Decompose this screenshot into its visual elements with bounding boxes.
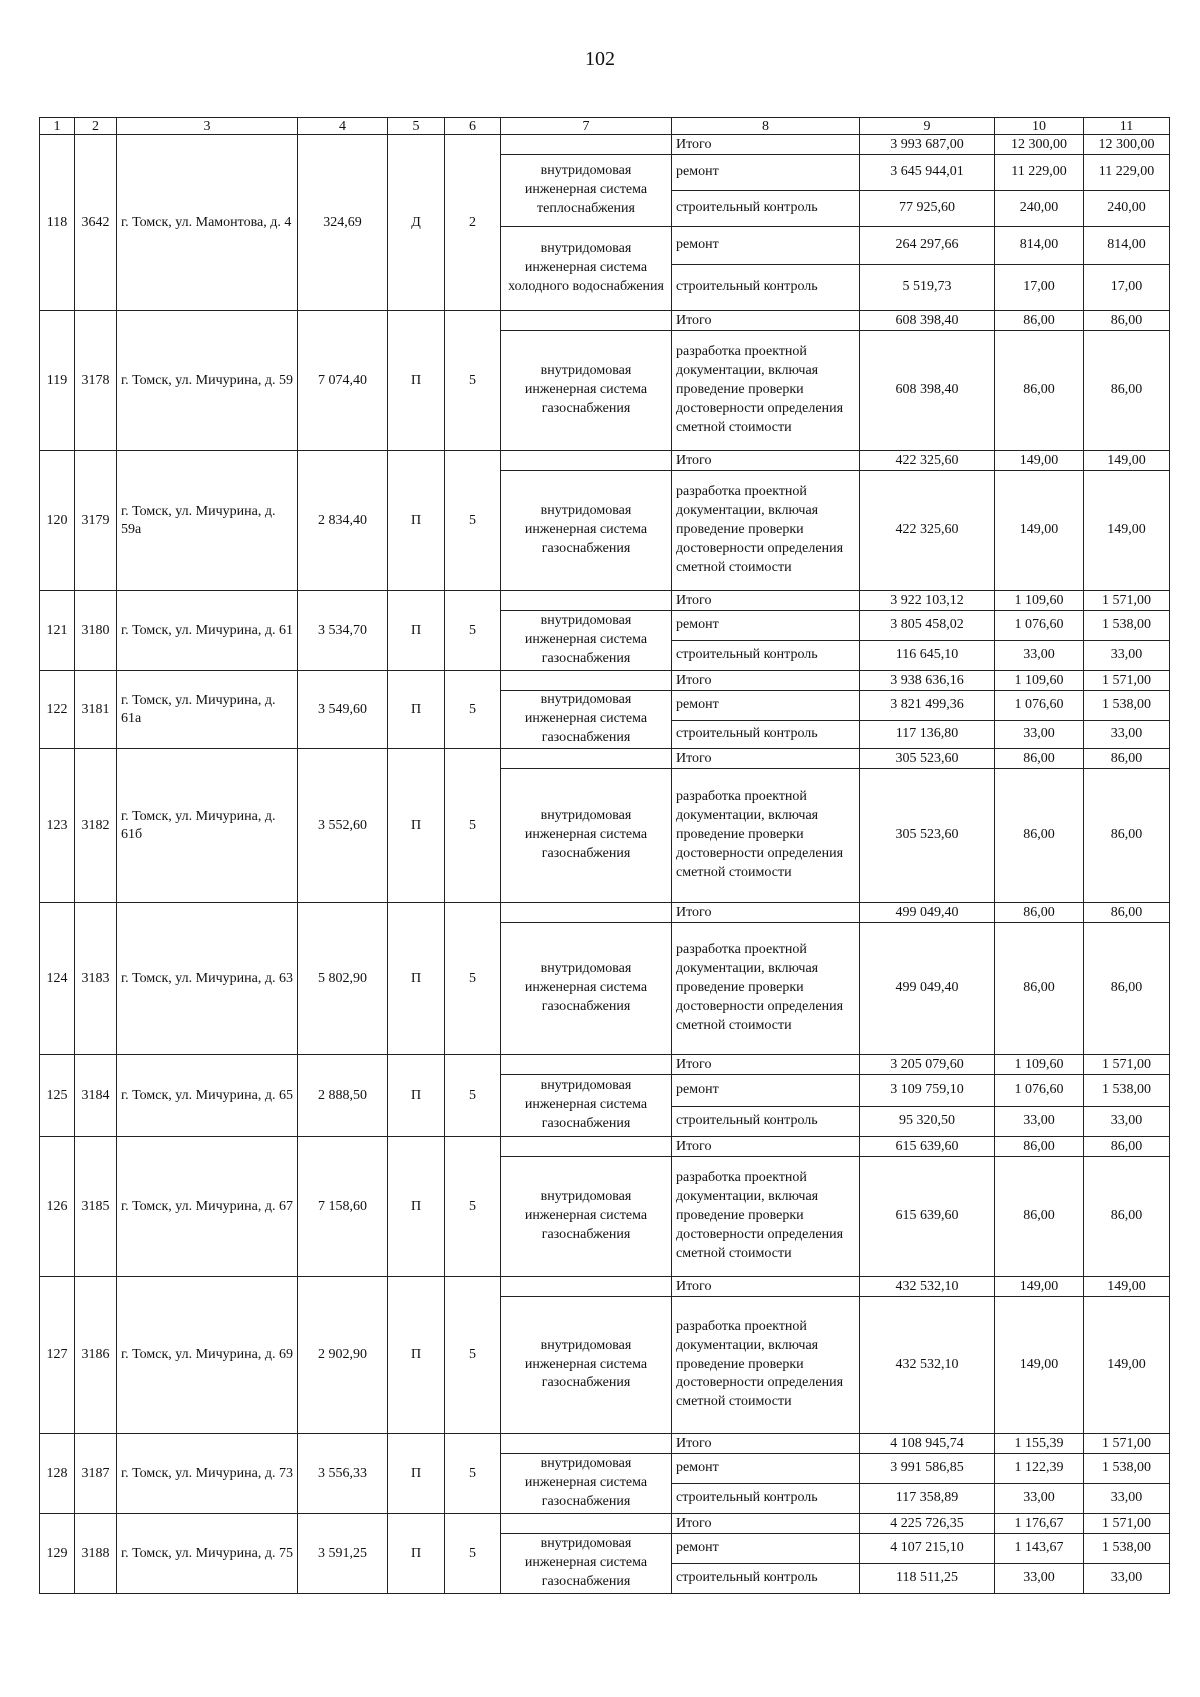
house-address: г. Томск, ул. Мичурина, д. 67 (117, 1137, 298, 1277)
house-address: г. Томск, ул. Мамонтова, д. 4 (117, 135, 298, 311)
work-cost: 305 523,60 (860, 769, 995, 903)
work-cost: 117 358,89 (860, 1484, 995, 1514)
work-cost: 615 639,60 (860, 1157, 995, 1277)
house-address: г. Томск, ул. Мичурина, д. 61б (117, 749, 298, 903)
house-address: г. Томск, ул. Мичурина, д. 61 (117, 591, 298, 671)
total-col-11: 1 571,00 (1084, 1434, 1170, 1454)
work-col-11: 17,00 (1084, 265, 1170, 311)
work-type: разработка проектной документации, включая проведение проверки достоверности определения сметной стоимости (672, 923, 860, 1055)
house-area: 3 534,70 (298, 591, 388, 671)
total-col-11: 86,00 (1084, 311, 1170, 331)
total-cost: 499 049,40 (860, 903, 995, 923)
work-col-10: 149,00 (995, 471, 1084, 591)
house-code: 3187 (75, 1434, 117, 1514)
work-col-11: 33,00 (1084, 641, 1170, 671)
total-col-10: 12 300,00 (995, 135, 1084, 155)
work-col-11: 86,00 (1084, 1157, 1170, 1277)
work-col-10: 814,00 (995, 227, 1084, 265)
engineering-system: внутридомовая инженерная система газоснабжения (501, 1534, 672, 1594)
house-type: П (388, 1277, 445, 1434)
work-col-10: 1 122,39 (995, 1454, 1084, 1484)
house-type: П (388, 1137, 445, 1277)
work-col-11: 1 538,00 (1084, 691, 1170, 721)
house-code: 3178 (75, 311, 117, 451)
house-code: 3180 (75, 591, 117, 671)
total-label: Итого (672, 1055, 860, 1075)
house-floors: 5 (445, 1137, 501, 1277)
work-col-10: 86,00 (995, 923, 1084, 1055)
work-cost: 118 511,25 (860, 1564, 995, 1594)
row-number: 124 (40, 903, 75, 1055)
house-floors: 5 (445, 451, 501, 591)
house-area: 7 158,60 (298, 1137, 388, 1277)
total-label: Итого (672, 1137, 860, 1157)
engineering-system: внутридомовая инженерная система газоснабжения (501, 1297, 672, 1434)
work-cost: 4 107 215,10 (860, 1534, 995, 1564)
house-type: П (388, 749, 445, 903)
column-number-row (40, 118, 1170, 135)
work-type: строительный контроль (672, 1484, 860, 1514)
work-type: строительный контроль (672, 641, 860, 671)
work-col-11: 149,00 (1084, 1297, 1170, 1434)
row-number: 126 (40, 1137, 75, 1277)
work-type: ремонт (672, 227, 860, 265)
house-address: г. Томск, ул. Мичурина, д. 73 (117, 1434, 298, 1514)
total-cost: 432 532,10 (860, 1277, 995, 1297)
total-col-11: 149,00 (1084, 1277, 1170, 1297)
table-row-total (40, 903, 1170, 923)
system-blank (501, 1434, 672, 1454)
work-col-11: 86,00 (1084, 331, 1170, 451)
house-address: г. Томск, ул. Мичурина, д. 63 (117, 903, 298, 1055)
row-number: 120 (40, 451, 75, 591)
work-col-11: 1 538,00 (1084, 1075, 1170, 1107)
house-floors: 5 (445, 749, 501, 903)
table-row-total (40, 451, 1170, 471)
work-col-10: 1 076,60 (995, 691, 1084, 721)
table-body (40, 118, 1170, 1594)
house-code: 3185 (75, 1137, 117, 1277)
engineering-system: внутридомовая инженерная система теплоснабжения (501, 155, 672, 227)
work-col-11: 1 538,00 (1084, 1454, 1170, 1484)
column-number: 1 (40, 118, 75, 135)
work-col-10: 33,00 (995, 641, 1084, 671)
house-area: 3 591,25 (298, 1514, 388, 1594)
table-row-total (40, 1434, 1170, 1454)
total-col-10: 149,00 (995, 1277, 1084, 1297)
work-col-10: 33,00 (995, 1564, 1084, 1594)
total-label: Итого (672, 311, 860, 331)
engineering-system: внутридомовая инженерная система газоснабжения (501, 1157, 672, 1277)
house-floors: 5 (445, 903, 501, 1055)
total-cost: 608 398,40 (860, 311, 995, 331)
table-row-total (40, 591, 1170, 611)
table-row-total (40, 749, 1170, 769)
work-col-11: 149,00 (1084, 471, 1170, 591)
work-col-11: 86,00 (1084, 769, 1170, 903)
work-type: разработка проектной документации, включая проведение проверки достоверности определения сметной стоимости (672, 1157, 860, 1277)
work-type: ремонт (672, 1454, 860, 1484)
column-number: 11 (1084, 118, 1170, 135)
row-number: 127 (40, 1277, 75, 1434)
row-number: 122 (40, 671, 75, 749)
house-floors: 5 (445, 1434, 501, 1514)
house-code: 3181 (75, 671, 117, 749)
system-blank (501, 135, 672, 155)
total-col-10: 1 176,67 (995, 1514, 1084, 1534)
work-col-10: 1 143,67 (995, 1534, 1084, 1564)
work-type: разработка проектной документации, включая проведение проверки достоверности определения сметной стоимости (672, 471, 860, 591)
engineering-system: внутридомовая инженерная система газоснабжения (501, 769, 672, 903)
work-cost: 117 136,80 (860, 721, 995, 749)
engineering-system: внутридомовая инженерная система газоснабжения (501, 471, 672, 591)
work-type: разработка проектной документации, включая проведение проверки достоверности определения сметной стоимости (672, 769, 860, 903)
system-blank (501, 1514, 672, 1534)
table-row-total (40, 1137, 1170, 1157)
work-col-11: 33,00 (1084, 1484, 1170, 1514)
house-type: Д (388, 135, 445, 311)
house-type: П (388, 1514, 445, 1594)
total-col-10: 1 109,60 (995, 1055, 1084, 1075)
house-floors: 2 (445, 135, 501, 311)
page-number: 102 (585, 48, 615, 70)
total-col-10: 149,00 (995, 451, 1084, 471)
house-code: 3182 (75, 749, 117, 903)
work-col-11: 240,00 (1084, 191, 1170, 227)
engineering-system: внутридомовая инженерная система газоснабжения (501, 923, 672, 1055)
house-floors: 5 (445, 591, 501, 671)
house-floors: 5 (445, 671, 501, 749)
table-row-total (40, 135, 1170, 155)
total-col-11: 1 571,00 (1084, 1055, 1170, 1075)
total-label: Итого (672, 1514, 860, 1534)
work-cost: 3 805 458,02 (860, 611, 995, 641)
engineering-system: внутридомовая инженерная система газоснабжения (501, 1075, 672, 1137)
total-label: Итого (672, 749, 860, 769)
work-cost: 432 532,10 (860, 1297, 995, 1434)
work-type: строительный контроль (672, 191, 860, 227)
house-address: г. Томск, ул. Мичурина, д. 59а (117, 451, 298, 591)
house-area: 3 549,60 (298, 671, 388, 749)
total-label: Итого (672, 903, 860, 923)
row-number: 118 (40, 135, 75, 311)
total-cost: 3 938 636,16 (860, 671, 995, 691)
house-floors: 5 (445, 1514, 501, 1594)
total-cost: 3 205 079,60 (860, 1055, 995, 1075)
house-code: 3183 (75, 903, 117, 1055)
house-area: 5 802,90 (298, 903, 388, 1055)
house-address: г. Томск, ул. Мичурина, д. 65 (117, 1055, 298, 1137)
work-cost: 5 519,73 (860, 265, 995, 311)
work-cost: 499 049,40 (860, 923, 995, 1055)
work-type: разработка проектной документации, включая проведение проверки достоверности определения сметной стоимости (672, 1297, 860, 1434)
total-cost: 3 993 687,00 (860, 135, 995, 155)
column-number: 9 (860, 118, 995, 135)
work-col-10: 11 229,00 (995, 155, 1084, 191)
engineering-system: внутридомовая инженерная система газоснабжения (501, 1454, 672, 1514)
work-col-11: 33,00 (1084, 1564, 1170, 1594)
system-blank (501, 1277, 672, 1297)
house-floors: 5 (445, 1277, 501, 1434)
work-col-10: 86,00 (995, 331, 1084, 451)
engineering-system: внутридомовая инженерная система газоснабжения (501, 691, 672, 749)
house-area: 2 888,50 (298, 1055, 388, 1137)
work-col-10: 240,00 (995, 191, 1084, 227)
total-cost: 4 225 726,35 (860, 1514, 995, 1534)
total-col-10: 86,00 (995, 749, 1084, 769)
row-number: 121 (40, 591, 75, 671)
house-address: г. Томск, ул. Мичурина, д. 75 (117, 1514, 298, 1594)
house-code: 3179 (75, 451, 117, 591)
house-type: П (388, 311, 445, 451)
house-area: 324,69 (298, 135, 388, 311)
total-label: Итого (672, 591, 860, 611)
house-floors: 5 (445, 311, 501, 451)
house-area: 7 074,40 (298, 311, 388, 451)
work-col-10: 1 076,60 (995, 1075, 1084, 1107)
system-blank (501, 1137, 672, 1157)
total-cost: 3 922 103,12 (860, 591, 995, 611)
house-type: П (388, 591, 445, 671)
total-cost: 422 325,60 (860, 451, 995, 471)
system-blank (501, 311, 672, 331)
column-number: 2 (75, 118, 117, 135)
total-col-11: 1 571,00 (1084, 1514, 1170, 1534)
work-cost: 77 925,60 (860, 191, 995, 227)
column-number: 6 (445, 118, 501, 135)
total-cost: 305 523,60 (860, 749, 995, 769)
work-col-10: 1 076,60 (995, 611, 1084, 641)
total-col-10: 1 109,60 (995, 671, 1084, 691)
total-col-10: 86,00 (995, 311, 1084, 331)
house-code: 3188 (75, 1514, 117, 1594)
house-address: г. Томск, ул. Мичурина, д. 69 (117, 1277, 298, 1434)
work-col-10: 33,00 (995, 1107, 1084, 1137)
column-number: 5 (388, 118, 445, 135)
work-cost: 422 325,60 (860, 471, 995, 591)
total-cost: 615 639,60 (860, 1137, 995, 1157)
house-code: 3186 (75, 1277, 117, 1434)
row-number: 129 (40, 1514, 75, 1594)
system-blank (501, 903, 672, 923)
column-number: 4 (298, 118, 388, 135)
table-row-total (40, 1055, 1170, 1075)
total-cost: 4 108 945,74 (860, 1434, 995, 1454)
total-col-11: 86,00 (1084, 1137, 1170, 1157)
work-cost: 3 645 944,01 (860, 155, 995, 191)
total-col-11: 12 300,00 (1084, 135, 1170, 155)
work-col-11: 1 538,00 (1084, 1534, 1170, 1564)
house-code: 3184 (75, 1055, 117, 1137)
work-cost: 95 320,50 (860, 1107, 995, 1137)
column-number: 7 (501, 118, 672, 135)
table-row-total (40, 671, 1170, 691)
work-col-10: 86,00 (995, 769, 1084, 903)
work-col-11: 33,00 (1084, 721, 1170, 749)
total-label: Итого (672, 451, 860, 471)
work-type: разработка проектной документации, включая проведение проверки достоверности определения сметной стоимости (672, 331, 860, 451)
total-col-11: 149,00 (1084, 451, 1170, 471)
total-col-11: 1 571,00 (1084, 591, 1170, 611)
house-area: 3 552,60 (298, 749, 388, 903)
total-col-10: 86,00 (995, 903, 1084, 923)
house-type: П (388, 1434, 445, 1514)
house-type: П (388, 451, 445, 591)
work-type: строительный контроль (672, 1564, 860, 1594)
total-col-11: 86,00 (1084, 749, 1170, 769)
total-col-10: 86,00 (995, 1137, 1084, 1157)
house-code: 3642 (75, 135, 117, 311)
work-col-10: 17,00 (995, 265, 1084, 311)
column-number: 3 (117, 118, 298, 135)
row-number: 119 (40, 311, 75, 451)
work-col-11: 11 229,00 (1084, 155, 1170, 191)
work-type: ремонт (672, 611, 860, 641)
column-number: 8 (672, 118, 860, 135)
work-col-11: 814,00 (1084, 227, 1170, 265)
work-type: строительный контроль (672, 721, 860, 749)
total-label: Итого (672, 1277, 860, 1297)
work-type: ремонт (672, 155, 860, 191)
system-blank (501, 749, 672, 769)
total-col-10: 1 155,39 (995, 1434, 1084, 1454)
work-cost: 3 991 586,85 (860, 1454, 995, 1484)
work-type: строительный контроль (672, 1107, 860, 1137)
total-label: Итого (672, 135, 860, 155)
house-area: 3 556,33 (298, 1434, 388, 1514)
work-cost: 3 109 759,10 (860, 1075, 995, 1107)
work-cost: 264 297,66 (860, 227, 995, 265)
system-blank (501, 671, 672, 691)
system-blank (501, 451, 672, 471)
total-label: Итого (672, 1434, 860, 1454)
total-label: Итого (672, 671, 860, 691)
work-type: ремонт (672, 1075, 860, 1107)
row-number: 128 (40, 1434, 75, 1514)
column-number: 10 (995, 118, 1084, 135)
engineering-system: внутридомовая инженерная система газоснабжения (501, 611, 672, 671)
work-col-10: 149,00 (995, 1297, 1084, 1434)
row-number: 125 (40, 1055, 75, 1137)
system-blank (501, 591, 672, 611)
work-type: ремонт (672, 1534, 860, 1564)
work-type: строительный контроль (672, 265, 860, 311)
work-col-11: 33,00 (1084, 1107, 1170, 1137)
registry-table (39, 117, 1170, 1594)
work-cost: 3 821 499,36 (860, 691, 995, 721)
house-type: П (388, 903, 445, 1055)
total-col-11: 86,00 (1084, 903, 1170, 923)
total-col-11: 1 571,00 (1084, 671, 1170, 691)
house-floors: 5 (445, 1055, 501, 1137)
table-row-total (40, 1514, 1170, 1534)
table-row-total (40, 1277, 1170, 1297)
work-col-10: 86,00 (995, 1157, 1084, 1277)
work-col-11: 1 538,00 (1084, 611, 1170, 641)
row-number: 123 (40, 749, 75, 903)
house-area: 2 834,40 (298, 451, 388, 591)
engineering-system: внутридомовая инженерная система газоснабжения (501, 331, 672, 451)
engineering-system: внутридомовая инженерная система холодного водоснабжения (501, 227, 672, 311)
system-blank (501, 1055, 672, 1075)
house-address: г. Томск, ул. Мичурина, д. 59 (117, 311, 298, 451)
house-type: П (388, 671, 445, 749)
house-type: П (388, 1055, 445, 1137)
table-row-total (40, 311, 1170, 331)
work-col-11: 86,00 (1084, 923, 1170, 1055)
work-cost: 608 398,40 (860, 331, 995, 451)
work-col-10: 33,00 (995, 721, 1084, 749)
house-address: г. Томск, ул. Мичурина, д. 61а (117, 671, 298, 749)
work-cost: 116 645,10 (860, 641, 995, 671)
work-type: ремонт (672, 691, 860, 721)
house-area: 2 902,90 (298, 1277, 388, 1434)
total-col-10: 1 109,60 (995, 591, 1084, 611)
work-col-10: 33,00 (995, 1484, 1084, 1514)
